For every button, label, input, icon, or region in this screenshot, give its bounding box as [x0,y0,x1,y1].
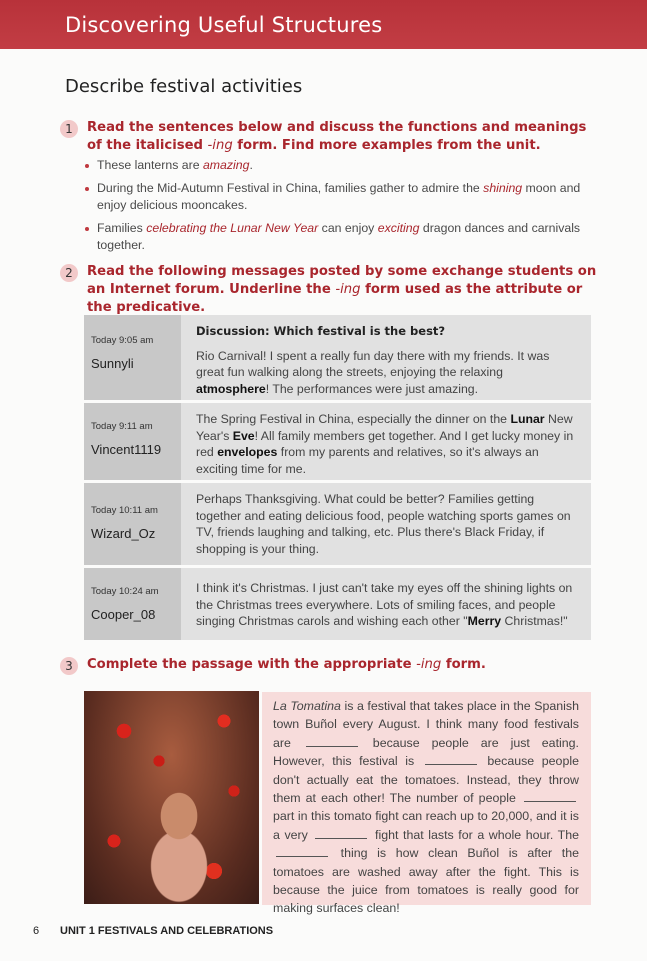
example-item [85,180,595,214]
italic-text: -ing [335,282,361,297]
forum-post [84,483,591,565]
answer-blank[interactable] [315,829,367,839]
italic-text: La Tomatina [273,699,341,713]
post-time: Today 9:05 am [91,335,154,346]
answer-blank[interactable] [276,847,328,857]
text-segment: part in this tomato fight can reach up to 20,000, and it is a very [273,809,579,842]
bold-text: atmosphere [196,381,266,396]
text-segment: because people don't actually eat the tomatoes. Instead, they throw them at each other! The number of people [273,754,579,806]
text-segment: moon and enjoy delicious mooncakes. [97,181,581,212]
text-segment: Read the sentences below and discuss the functions and meanings of the italicised [87,120,587,153]
example-list [85,157,595,260]
question-2-text [87,263,597,317]
text-segment: because people are just eating. However, this festival is [273,735,579,769]
text-segment: is a festival that takes place in the Spanish town Buñol every August. I think many food festivals are [273,699,579,750]
italic-text: amazing [202,158,250,172]
bold-text: Lunar [510,412,545,426]
bold-text: envelopes [217,445,278,459]
forum-thread [84,315,591,643]
text-segment: Perhaps Thanksgiving. What could be better? Families getting together and eating delicious food, people watching sports games on TV, friends laughing and talking, etc. Plus there's Black Friday, if shopping is your thing. [196,492,571,556]
text-segment: Complete the passage with the appropriate [87,657,417,672]
italic-text: -ing [416,657,442,672]
discussion-title: Discussion: Which festival is the best? [196,324,446,338]
post-user: Sunnyli [91,356,134,371]
post-text [196,580,578,630]
post-user: Cooper_08 [91,607,156,622]
italic-text: -ing [207,138,233,153]
question-3-text [87,656,597,674]
text-segment: dragon dances and carnivals together. [97,221,581,252]
italic-text: exciting [377,221,420,235]
post-user: Wizard_Oz [91,526,156,541]
text-segment: New Year's [196,412,573,443]
post-text [196,411,578,477]
question-number-2: 2 [60,264,78,282]
bold-text: Merry [467,614,502,628]
question-number-3: 3 [60,657,78,675]
example-item [85,220,595,254]
text-segment: thing is how clean Buñol is after the tomatoes are washed away after the fight. This is because the juice from tomatoes is really good for making surfaces clean! [273,846,579,916]
answer-blank[interactable] [306,737,358,747]
section-title: Discovering Useful Structures [65,13,383,37]
forum-post [84,568,591,640]
forum-post [84,403,591,480]
post-time: Today 10:11 am [91,505,158,516]
post-text [196,348,578,398]
question-1-text [87,119,597,155]
header-band [0,0,647,49]
text-segment: ! All family members get together. And I get lucky money in red [196,428,574,459]
post-time: Today 9:11 am [91,421,153,432]
post-text [196,491,578,557]
bold-text: Eve [232,428,255,443]
page-number: 6 [33,925,40,937]
italic-text: shining [483,181,523,195]
text-segment: form. Find more examples from the unit. [232,138,541,153]
text-segment: . [249,158,253,172]
post-time: Today 10:24 am [91,586,159,597]
unit-footer: UNIT 1 FESTIVALS AND CELEBRATIONS [60,925,274,937]
text-segment: form. [441,657,486,672]
forum-post [84,315,591,400]
text-segment: ! The performances were just amazing. [265,381,479,396]
text-segment: from my parents and relatives, so it's always an exciting time for me. [196,445,539,476]
text-segment: Read the following messages posted by some exchange students on an Internet forum. Underline the [87,264,597,297]
text-segment: form used as the attribute or the predicative. [87,282,583,315]
question-number-1: 1 [60,120,78,138]
text-segment: During the Mid-Autumn Festival in China, families gather to admire the [97,181,484,195]
text-segment: can enjoy [318,221,378,235]
text-segment: Rio Carnival! I spent a really fun day there with my friends. It was great fun walking along the streets, enjoying the relaxing [196,348,550,379]
text-segment: The Spring Festival in China, especially the dinner on the [196,412,511,426]
page-subtitle: Describe festival activities [65,76,303,97]
text-segment: Christmas!" [501,614,568,628]
post-user: Vincent1119 [91,442,162,457]
text-segment: I think it's Christmas. I just can't take my eyes off the shining lights on the Christmas trees everywhere. Lots of smiling faces, and people singing Christmas carols and wishing each other " [196,581,573,628]
text-segment: Families [97,221,147,235]
italic-text: celebrating the Lunar New Year [146,221,319,235]
text-segment: These lanterns are [97,158,203,172]
answer-blank[interactable] [524,792,576,802]
example-item [85,157,595,174]
cloze-passage [262,692,591,916]
text-segment: fight that lasts for a whole hour. The [370,827,580,842]
tomato-festival-photo [84,691,259,904]
answer-blank[interactable] [425,755,477,765]
